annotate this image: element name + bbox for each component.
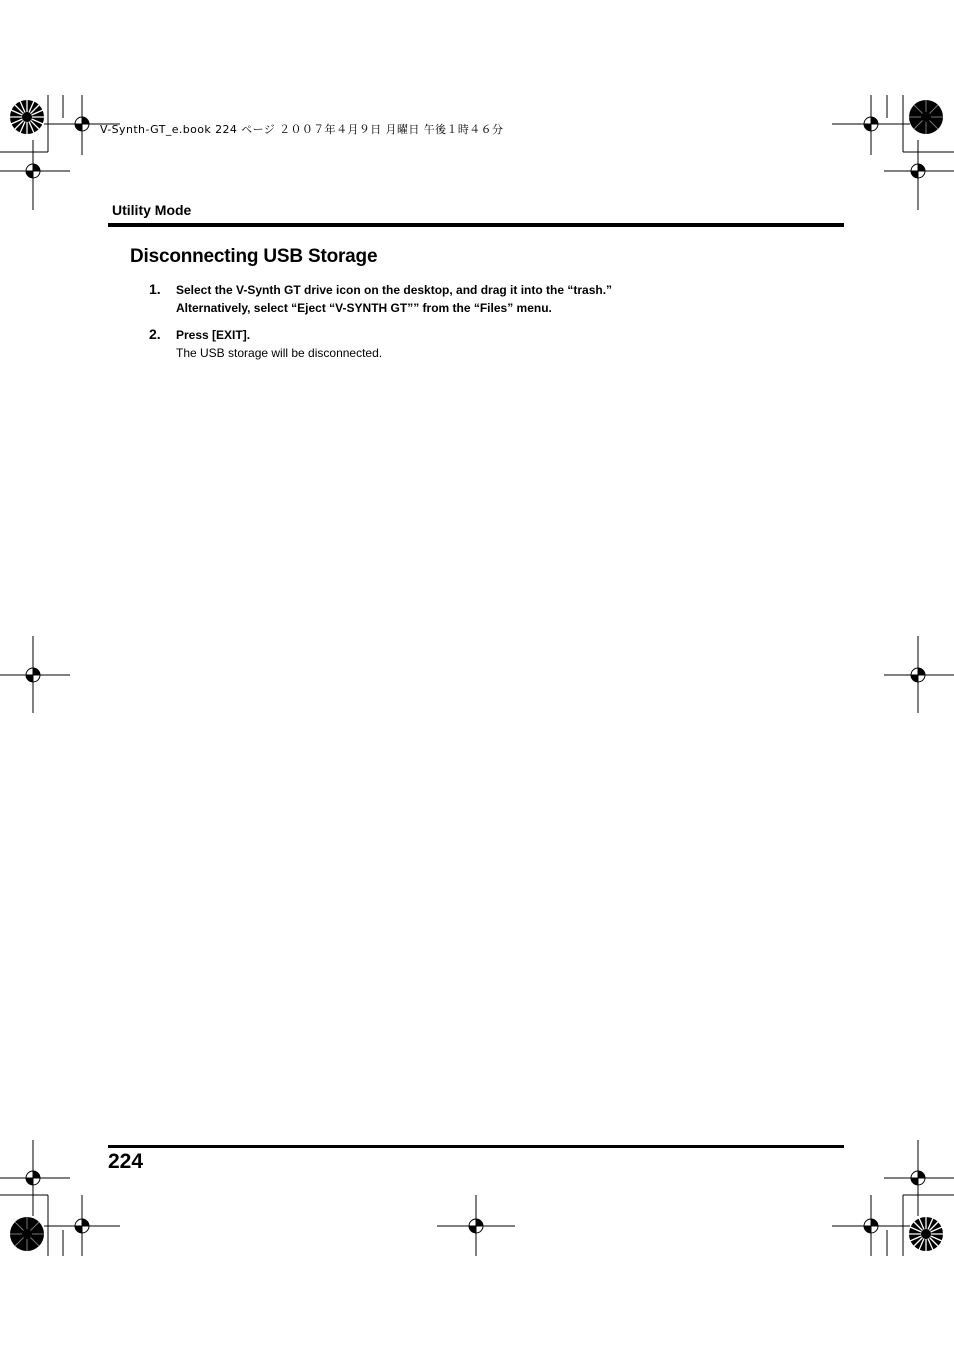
starburst-mark-bottom-right (909, 1217, 943, 1251)
step-instruction (176, 326, 382, 362)
section-label: Utility Mode (112, 202, 192, 218)
crosshair-mark (0, 140, 70, 210)
starburst-mark-bottom-left (10, 1217, 44, 1251)
step-line: Select the V-Synth GT drive icon on the desktop, and drag it into the “trash.” (176, 283, 613, 297)
step-number: 1. (149, 281, 161, 297)
crosshair-mark (884, 140, 954, 210)
header-rule (108, 223, 844, 227)
step-line: Press [EXIT]. (176, 328, 251, 342)
starburst-mark-top-right (909, 100, 943, 134)
footer-rule (108, 1145, 844, 1148)
step-line: Alternatively, select “Eject “V-SYNTH GT”” from the “Files” menu. (176, 301, 552, 315)
step-instruction (176, 281, 612, 317)
page-heading: Disconnecting USB Storage (130, 246, 378, 267)
step-note: The USB storage will be disconnected. (176, 346, 383, 360)
page-number: 224 (108, 1150, 144, 1173)
step-number: 2. (149, 326, 161, 342)
print-header-slug: V-Synth-GT_e.book 224 ページ ２００７年４月９日 月曜日 午後１時４６分 (100, 123, 504, 136)
starburst-mark-top-left (10, 100, 44, 134)
